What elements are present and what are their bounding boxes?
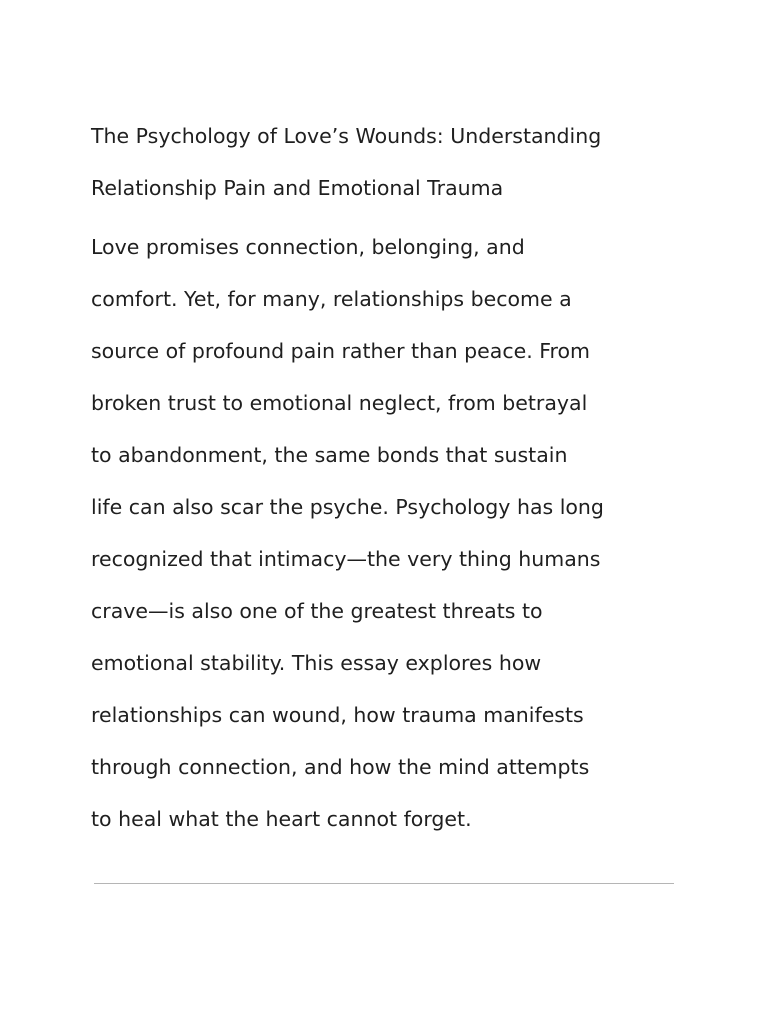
paragraph-line: crave—is also one of the greatest threats to [91, 599, 543, 623]
paragraph-line: relationships can wound, how trauma manifests [91, 703, 584, 727]
paragraph-line: to abandonment, the same bonds that sustain [91, 443, 568, 467]
paragraph-line: broken trust to emotional neglect, from betrayal [91, 391, 588, 415]
title-line: The Psychology of Love’s Wounds: Understanding [91, 124, 602, 148]
paragraph-line: Love promises connection, belonging, and [91, 235, 525, 259]
paragraph-line: source of profound pain rather than peace. From [91, 339, 591, 363]
paragraph-line: life can also scar the psyche. Psychology has long [91, 495, 604, 519]
paragraph-line: recognized that intimacy—the very thing humans [91, 547, 601, 571]
section-divider [94, 883, 674, 884]
paragraph-line: to heal what the heart cannot forget. [91, 807, 472, 831]
document-title [91, 110, 691, 214]
paragraph-line: comfort. Yet, for many, relationships become a [91, 287, 572, 311]
paragraph-line: through connection, and how the mind attempts [91, 755, 590, 779]
title-line: Relationship Pain and Emotional Trauma [91, 176, 504, 200]
paragraph-line: emotional stability. This essay explores how [91, 651, 542, 675]
body-paragraph [91, 221, 691, 845]
